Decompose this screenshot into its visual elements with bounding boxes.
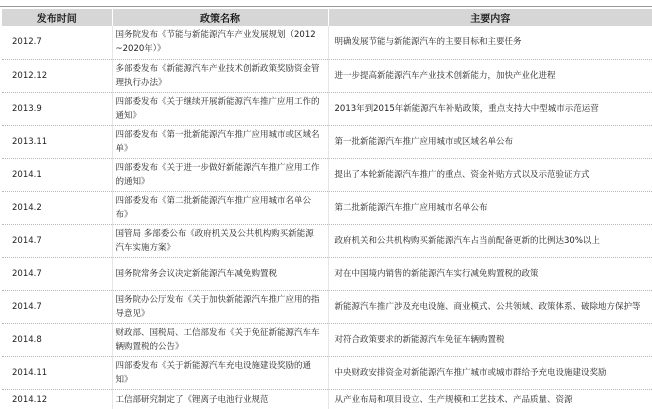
cell-date: 2014.7 xyxy=(2,257,112,290)
cell-content: 进一步提高新能源汽车产业技术创新能力，加快产业化进程 xyxy=(328,59,652,92)
cell-content: 提出了本轮新能源汽车推广的重点、资金补贴方式以及示范验证方式 xyxy=(328,158,652,191)
table-row xyxy=(2,26,652,59)
table-row xyxy=(2,224,652,257)
cell-policy: 工信部研究制定了《锂离子电池行业规范 xyxy=(112,389,328,409)
table-row xyxy=(2,257,652,290)
cell-policy: 四部委发布《关于进一步做好新能源汽车推广应用工作的通知》 xyxy=(112,158,328,191)
cell-content: 对符合政策要求的新能源汽车免征车辆购置税 xyxy=(328,323,652,356)
cell-policy: 多部委发布《新能源汽车产业技术创新政策奖励资金管理执行办法》 xyxy=(112,59,328,92)
table-row xyxy=(2,356,652,389)
table-header-row xyxy=(2,9,652,26)
cell-policy: 国务院常务会议决定新能源汽车减免购置税 xyxy=(112,257,328,290)
cell-policy: 四部委发布《第一批新能源汽车推广应用城市或区域名单》 xyxy=(112,125,328,158)
cell-content: 明确发展节能与新能源汽车的主要目标和主要任务 xyxy=(328,26,652,59)
cell-content: 2013年到2015年新能源汽车补贴政策，重点支持大中型城市示范运营 xyxy=(328,92,652,125)
cell-date: 2013.9 xyxy=(2,92,112,125)
cell-date: 2014.8 xyxy=(2,323,112,356)
cell-content: 从产业布局和项目设立、生产规模和工艺技术、产品质量、资源 xyxy=(334,394,573,405)
cell-date: 2014.7 xyxy=(2,224,112,257)
table-row xyxy=(2,158,652,191)
cell-policy: 国管局 多部委公布《政府机关及公共机构购买新能源汽车实施方案》 xyxy=(112,224,328,257)
header-date: 发布时间 xyxy=(2,9,112,26)
table-row xyxy=(2,59,652,92)
cell-content: 第一批新能源汽车推广应用城市或区域名单公布 xyxy=(328,125,652,158)
cell-date: 2012.7 xyxy=(2,26,112,59)
cell-date: 2014.12 xyxy=(2,389,112,409)
cell-policy: 国务院办公厅发布《关于加快新能源汽车推广应用的指导意见》 xyxy=(112,290,328,323)
cell-date: 2014.7 xyxy=(2,290,112,323)
cell-date: 2014.11 xyxy=(2,356,112,389)
cell-policy: 财政部、国税局、工信部发布《关于免征新能源汽车车辆购置税的公告》 xyxy=(112,323,328,356)
top-rule xyxy=(0,6,652,7)
cell-policy: 四部委发布《关于继续开展新能源汽车推广应用工作的通知》 xyxy=(112,92,328,125)
cell-policy: 国务院发布《节能与新能源汽车产业发展规划（2012~2020年）》 xyxy=(112,26,328,59)
header-main-content: 主要内容 xyxy=(328,9,652,26)
table-row xyxy=(2,191,652,224)
cell-policy: 四部委发布《第二批新能源汽车推广应用城市名单公布》 xyxy=(112,191,328,224)
table-row xyxy=(2,92,652,125)
cell-date: 2013.11 xyxy=(2,125,112,158)
cell-date: 2012.12 xyxy=(2,59,112,92)
header-policy-name: 政策名称 xyxy=(112,9,328,26)
table-row xyxy=(2,125,652,158)
table-row xyxy=(2,323,652,356)
cell-date: 2014.2 xyxy=(2,191,112,224)
cell-content: 政府机关和公共机构购买新能源汽车占当前配备更新的比例达30%以上 xyxy=(328,224,652,257)
cell-content: 中央财政安排资金对新能源汽车推广城市或城市群给予充电设施建设奖励 xyxy=(328,356,652,389)
table-row xyxy=(2,389,652,409)
table-row xyxy=(2,290,652,323)
cell-content: 新能源汽车推广涉及充电设施、商业模式、公共领域、政策体系、破除地方保护等 xyxy=(328,290,652,323)
cell-content: 第二批新能源汽车推广应用城市名单公布 xyxy=(328,191,652,224)
policy-table xyxy=(2,9,652,409)
cell-policy: 四部委发布《关于新能源汽车充电设施建设奖励的通知》 xyxy=(112,356,328,389)
cell-content: 对在中国境内销售的新能源汽车实行减免购置税的政策 xyxy=(328,257,652,290)
cell-date: 2014.1 xyxy=(2,158,112,191)
